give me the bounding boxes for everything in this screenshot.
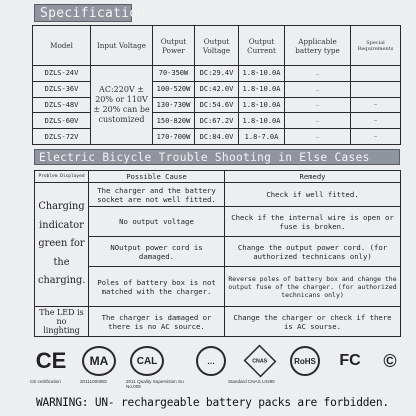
troubleshooting-table — [34, 170, 401, 337]
certification-logos — [30, 344, 404, 388]
spec-header-model: Model — [33, 26, 91, 66]
spec-power: 130-730W — [153, 97, 195, 113]
spec-power: 100-520W — [153, 81, 195, 97]
spec-battery: … — [285, 129, 351, 145]
spec-row — [33, 113, 401, 129]
spec-voltage: DC:54.6V — [195, 97, 239, 113]
trouble-remedy: Change the charger or check if there is AC sourse. — [225, 307, 401, 337]
spec-battery: … — [285, 97, 351, 113]
spec-row — [33, 66, 401, 82]
iso-seal-logo: … — [196, 346, 226, 376]
spec-voltage: DC:67.2V — [195, 113, 239, 129]
certification-mark-logo: © — [383, 350, 397, 371]
spec-battery: … — [285, 66, 351, 82]
trouble-header-row — [35, 171, 401, 183]
trouble-cause: The charger is damaged or there is no AC source. — [89, 307, 225, 337]
spec-header-special-requirements: Special Requirements — [351, 26, 401, 66]
troubleshooting-title: Electric Bicycle Trouble Shooting in Else Cases — [34, 149, 400, 165]
spec-model: DZLS-60V — [33, 113, 91, 129]
spec-header-battery-type: Applicable battery type — [285, 26, 351, 66]
spec-power: 150-820W — [153, 113, 195, 129]
spec-model: DZLS-24V — [33, 66, 91, 82]
trouble-cause: No output voltage — [89, 207, 225, 237]
trouble-header-problem: Problem Displayed — [35, 171, 89, 183]
trouble-row — [35, 183, 401, 207]
spec-voltage: DC:42.0V — [195, 81, 239, 97]
trouble-cause: The charger and the battery socket are not well fitted. — [89, 183, 225, 207]
cal-caption: 2011 Quality Supervision Su No.008 — [126, 379, 184, 389]
trouble-row — [35, 207, 401, 237]
spec-requirement — [351, 66, 401, 82]
spec-power: 70-350W — [153, 66, 195, 82]
trouble-header-cause: Possible Cause — [89, 171, 225, 183]
spec-battery: … — [285, 81, 351, 97]
spec-requirement: … — [351, 129, 401, 145]
spec-model: DZLS-48V — [33, 97, 91, 113]
cma-caption: 2011100008z — [80, 379, 108, 384]
trouble-header-remedy: Remedy — [225, 171, 401, 183]
fcc-logo: FC — [339, 352, 361, 369]
ce-caption: CE certification — [30, 379, 61, 384]
spec-input-voltage: AC:220V ± 20% or 110V ± 20% can be customized — [91, 66, 153, 145]
problem-charging-indicator: Charging indicator green for the charging. — [35, 183, 89, 307]
spec-model: DZLS-36V — [33, 81, 91, 97]
trouble-row — [35, 307, 401, 337]
spec-power: 170-700W — [153, 129, 195, 145]
warning-text: WARNING: UN- rechargeable battery packs are forbidden. — [36, 396, 389, 409]
cnas-logo-text: CNAS — [252, 358, 268, 364]
spec-current: 1.8-10.0A — [239, 81, 285, 97]
spec-current: 1.8-10.0A — [239, 113, 285, 129]
spec-current: 1.8-10.0A — [239, 97, 285, 113]
spec-current: 1.8-10.0A — [239, 66, 285, 82]
spec-battery: … — [285, 113, 351, 129]
spec-header-output-voltage: Output Voltage — [195, 26, 239, 66]
trouble-remedy: Check if well fitted. — [225, 183, 401, 207]
ce-logo: CE — [35, 348, 67, 373]
cnas-logo — [244, 345, 277, 378]
trouble-cause: NOutput power cord is damaged. — [89, 237, 225, 267]
spec-current: 1.8-7.0A — [239, 129, 285, 145]
trouble-remedy: Reverse poles of battery box and change the output fuse of the charger. (for authorized technicans only) — [225, 267, 401, 307]
spec-row — [33, 81, 401, 97]
spec-header-row — [33, 26, 401, 66]
specification-title: Specification: — [34, 4, 132, 22]
spec-model: DZLS-72V — [33, 129, 91, 145]
cnas-caption: Standard CNAS L0280 — [228, 379, 275, 384]
rohs-logo: RoHS — [290, 346, 320, 376]
spec-requirement: … — [351, 97, 401, 113]
spec-requirement: … — [351, 113, 401, 129]
spec-header-input-voltage: Input Voltage — [91, 26, 153, 66]
cma-logo: MA — [82, 346, 116, 376]
spec-header-output-power: Output Power — [153, 26, 195, 66]
trouble-remedy: Check if the internal wire is open or fuse is broken. — [225, 207, 401, 237]
trouble-remedy: Change the output power cord. (for authorized technicans only) — [225, 237, 401, 267]
spec-voltage: DC:29.4V — [195, 66, 239, 82]
spec-requirement — [351, 81, 401, 97]
trouble-row — [35, 267, 401, 307]
trouble-cause: Poles of battery box is not matched with the charger. — [89, 267, 225, 307]
trouble-row — [35, 237, 401, 267]
spec-header-output-current: Output Current — [239, 26, 285, 66]
cal-logo: CAL — [130, 346, 164, 376]
problem-led-not-lighting: The LED is no linghting — [35, 307, 89, 337]
specification-table — [32, 25, 401, 145]
spec-row — [33, 97, 401, 113]
spec-voltage: DC:84.0V — [195, 129, 239, 145]
spec-row — [33, 129, 401, 145]
